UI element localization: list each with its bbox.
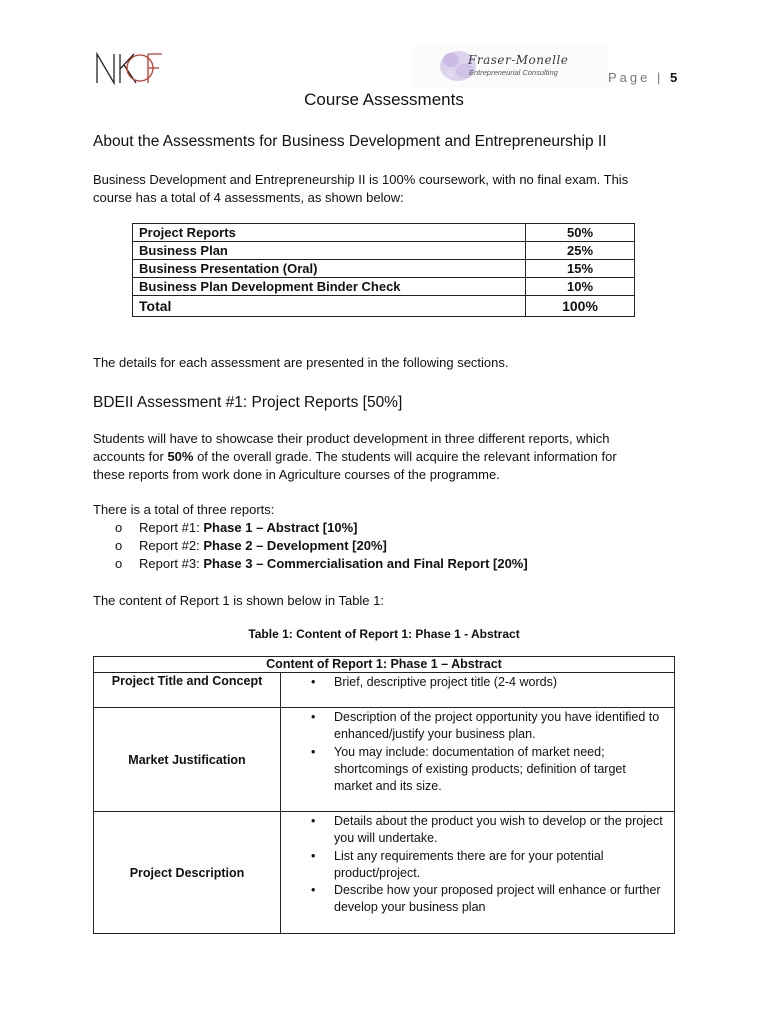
intro-line-2: course has a total of 4 assessments, as shown below:	[93, 190, 404, 205]
fraser-monelle-logo	[413, 44, 609, 88]
row-label: Market Justification	[94, 708, 281, 812]
list-item	[115, 537, 528, 555]
table-row	[94, 673, 675, 708]
item-text: Description of the project opportunity you have identified to enhanced/justify your business plan.	[334, 710, 660, 742]
para-text: accounts for	[93, 449, 168, 464]
table-row	[133, 242, 635, 260]
report-prefix: Report #3:	[139, 556, 204, 571]
intro-line-1: Business Development and Entrepreneurship II is 100% coursework, with no final exam. This	[93, 172, 629, 187]
total-weight: 100%	[526, 296, 635, 317]
content-intro: The content of Report 1 is shown below in Table 1:	[93, 593, 384, 608]
report-prefix: Report #2:	[139, 538, 204, 553]
assessment-weight: 50%	[526, 224, 635, 242]
list-item	[282, 813, 673, 848]
report-prefix: Report #1:	[139, 520, 204, 535]
para-line-3: these reports from work done in Agriculture courses of the programme.	[93, 467, 500, 482]
assessment-name: Project Reports	[133, 224, 526, 242]
total-label: Total	[133, 296, 526, 317]
list-item	[115, 555, 528, 573]
bullet-icon: o	[115, 538, 123, 553]
page-number: 5	[669, 70, 678, 85]
list-item	[282, 744, 673, 796]
report-title: Phase 1 – Abstract [10%]	[203, 520, 358, 535]
table-row	[94, 812, 675, 934]
assessment-weight: 15%	[526, 260, 635, 278]
row-label: Project Description	[94, 812, 281, 934]
para-bold: 50%	[167, 449, 194, 464]
item-text: Describe how your proposed project will enhance or further develop your business plan	[334, 883, 661, 915]
table-caption: Table 1: Content of Report 1: Phase 1 - Abstract	[248, 627, 520, 641]
bullet-list	[282, 813, 673, 917]
list-item	[282, 848, 673, 883]
reports-list	[115, 519, 528, 573]
list-item	[282, 882, 673, 917]
row-content	[281, 673, 675, 708]
report-title: Phase 2 – Development [20%]	[203, 538, 387, 553]
logo-name: Fraser-Monelle	[468, 53, 569, 67]
bullet-icon: •	[311, 814, 316, 828]
para-line-2	[93, 448, 683, 466]
details-text: The details for each assessment are presented in the following sections.	[93, 355, 509, 370]
table-total-row	[133, 296, 635, 317]
assessment-name: Business Plan Development Binder Check	[133, 278, 526, 296]
table-header-row	[94, 657, 675, 673]
section2-paragraph	[93, 430, 683, 484]
reports-intro: There is a total of three reports:	[93, 502, 275, 517]
section1-intro	[93, 171, 683, 207]
list-item	[282, 674, 673, 691]
bullet-icon: •	[311, 710, 316, 724]
report1-content-table	[93, 656, 675, 934]
list-item	[115, 519, 528, 537]
row-content	[281, 708, 675, 812]
assessment-weight: 10%	[526, 278, 635, 296]
bullet-icon: o	[115, 556, 123, 571]
row-content	[281, 812, 675, 934]
table-row	[133, 278, 635, 296]
para-line-1: Students will have to showcase their product development in three different reports, which	[93, 431, 610, 446]
nkf-logo	[94, 50, 164, 86]
bullet-icon: •	[311, 675, 316, 689]
section1-heading: About the Assessments for Business Development and Entrepreneurship II	[93, 133, 607, 150]
bullet-list	[282, 674, 673, 691]
page-number-label	[608, 70, 677, 85]
item-text: Details about the product you wish to develop or the project you will undertake.	[334, 814, 663, 846]
item-text: You may include: documentation of market need; shortcomings of existing products; definition of target market and its size.	[334, 744, 626, 794]
report-title: Phase 3 – Commercialisation and Final Report [20%]	[203, 556, 528, 571]
logo-subtitle: Entrepreneurial Consulting	[469, 68, 558, 77]
bullet-icon: o	[115, 520, 123, 535]
para-text: of the overall grade. The students will acquire the relevant information for	[193, 449, 617, 464]
page-title: Course Assessments	[304, 90, 464, 109]
table-row	[133, 260, 635, 278]
bullet-icon: •	[311, 883, 316, 898]
bullet-list	[282, 709, 673, 795]
assessment-weights-table	[132, 223, 635, 317]
assessment-name: Business Plan	[133, 242, 526, 260]
table-row	[133, 224, 635, 242]
item-text: List any requirements there are for your potential product/project.	[334, 848, 604, 880]
bullet-icon: •	[311, 744, 316, 759]
table-header: Content of Report 1: Phase 1 – Abstract	[94, 657, 675, 673]
bullet-icon: •	[311, 848, 316, 863]
item-text: Brief, descriptive project title (2-4 words)	[334, 675, 557, 689]
table-row	[94, 708, 675, 812]
assessment-name: Business Presentation (Oral)	[133, 260, 526, 278]
assessment-weight: 25%	[526, 242, 635, 260]
page-label: Page |	[608, 70, 664, 85]
list-item	[282, 709, 673, 744]
section2-heading: BDEII Assessment #1: Project Reports [50%]	[93, 394, 403, 411]
row-label: Project Title and Concept	[94, 673, 281, 708]
